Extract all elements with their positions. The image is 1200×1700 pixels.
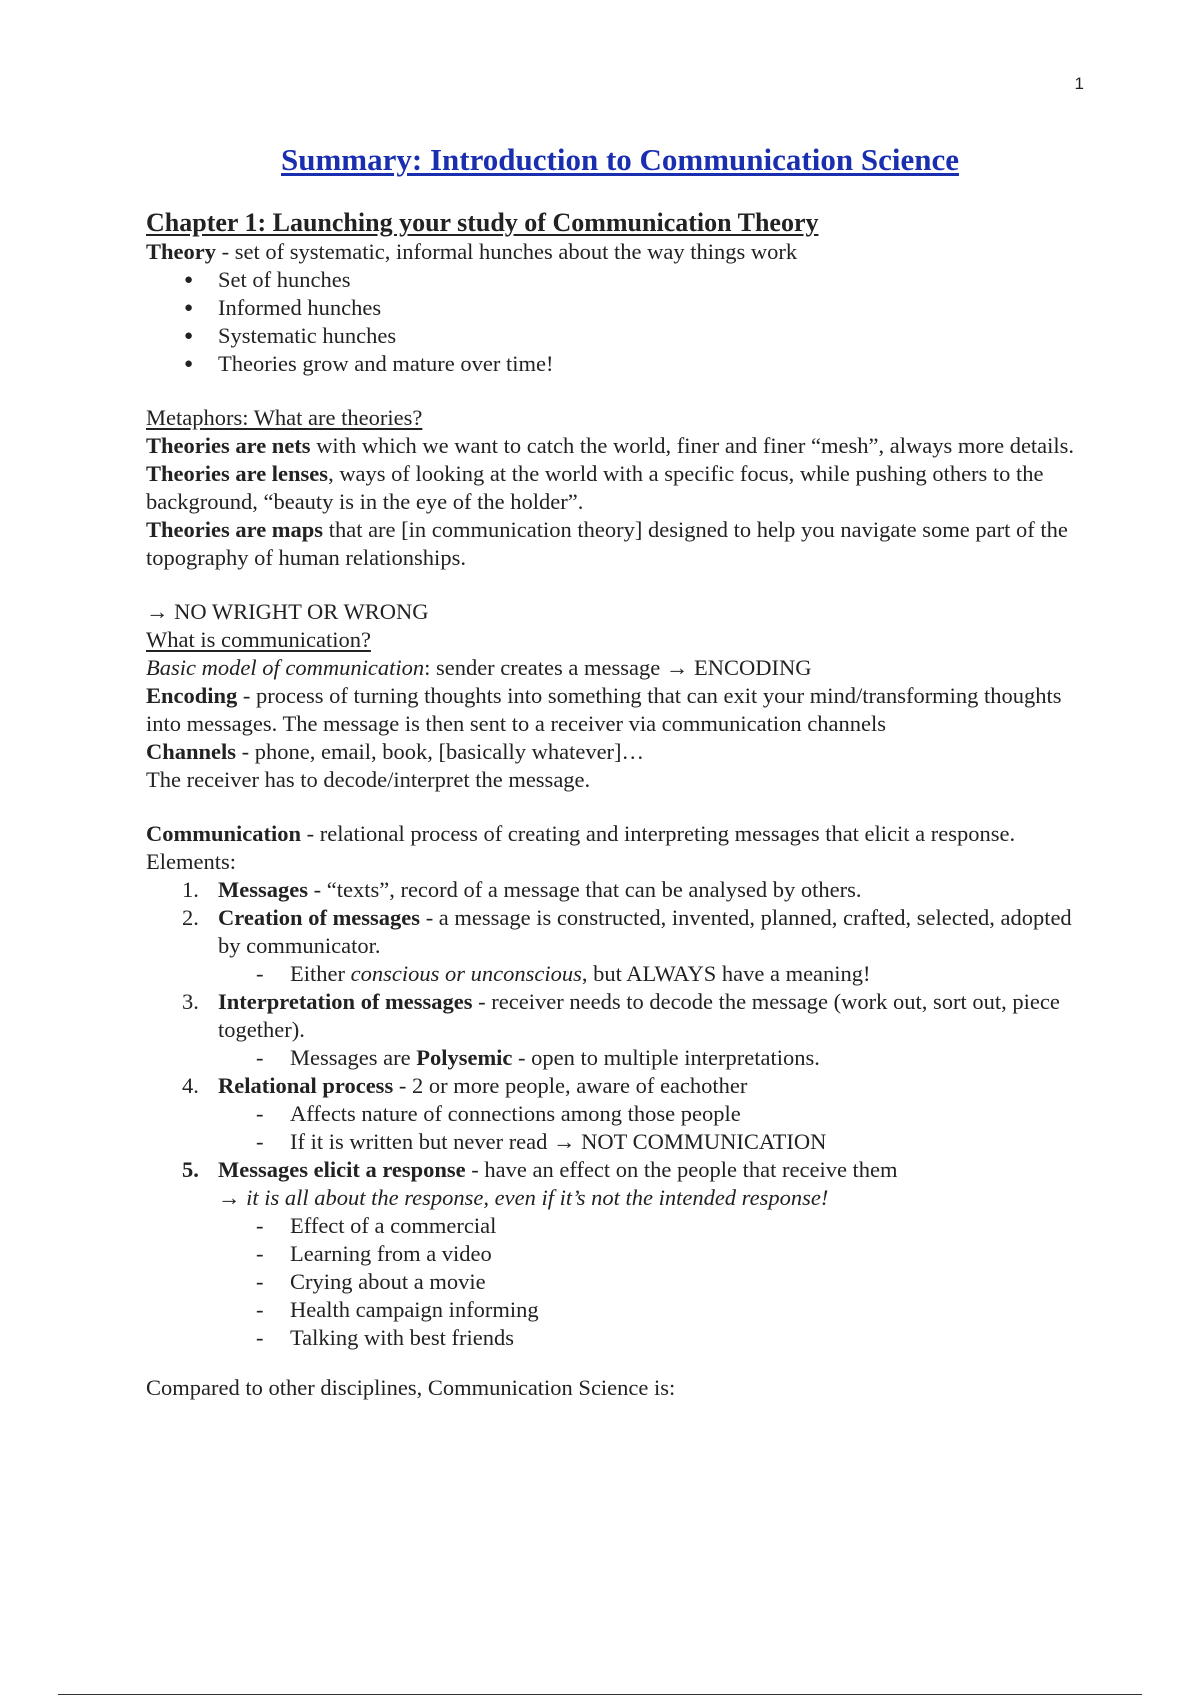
list-item: ● Theories grow and mature over time! (146, 350, 1092, 378)
sub-item: - Learning from a video (218, 1240, 1092, 1268)
element-term: Interpretation of messages (218, 989, 473, 1014)
spacer (146, 378, 1092, 404)
item-number: 1. (182, 877, 199, 902)
item-number: 5. (182, 1157, 199, 1182)
element-term: Messages (218, 877, 308, 902)
elements-list (146, 876, 1092, 1352)
basic-model (146, 654, 1092, 682)
element-term: Relational process (218, 1073, 394, 1098)
list-item: ● Set of hunches (146, 266, 1092, 294)
sub-item (218, 960, 1092, 988)
element-item (146, 904, 1092, 960)
theory-term: Theory (146, 239, 216, 264)
lenses-term: Theories are lenses (146, 461, 329, 486)
sub-item: - Health campaign informing (218, 1296, 1092, 1324)
sub-italic: conscious or unconscious (350, 961, 582, 986)
element-item (146, 988, 1092, 1044)
no-wright-note: → NO WRIGHT OR WRONG (146, 599, 429, 624)
sub-bold: Polysemic (416, 1045, 513, 1070)
spacer (146, 794, 1092, 820)
sub-item: - Talking with best friends (218, 1324, 1092, 1352)
element-item (146, 1156, 1092, 1184)
element-term: Creation of messages (218, 905, 421, 930)
element-term: Messages elicit a response (218, 1157, 466, 1182)
chapter-heading: Chapter 1: Launching your study of Communication Theory (146, 208, 819, 237)
element-text: - have an effect on the people that receive them (465, 1157, 898, 1182)
theory-bullet-list (146, 266, 1092, 378)
sub-list (146, 960, 1092, 988)
sub-item (218, 1044, 1092, 1072)
encoding-definition (146, 682, 1092, 738)
sub-list (146, 1212, 1092, 1352)
elements-label: Elements: (146, 849, 236, 874)
sub-list (146, 1100, 1092, 1156)
nets-term: Theories are nets (146, 433, 311, 458)
sub-text: Messages are (290, 1045, 417, 1070)
what-is-communication-heading: What is communication? (146, 627, 371, 652)
document-title: Summary: Introduction to Communication Science (281, 142, 959, 177)
channels-text: - phone, email, book, [basically whatever]… (236, 739, 645, 764)
communication-term: Communication (146, 821, 302, 846)
channels-definition (146, 738, 1092, 766)
item-number: 4. (182, 1073, 199, 1098)
element-text: - receiver needs to decode the message (work out, sort out, piece together). (218, 989, 1060, 1042)
theory-text: - set of systematic, informal hunches about the way things work (216, 239, 798, 264)
sub-item: - Affects nature of connections among those people (218, 1100, 1092, 1128)
basic-model-term: Basic model of communication (146, 655, 425, 680)
response-italic: it is all about the response, even if it’s not the intended response! (246, 1185, 829, 1210)
list-item: ● Informed hunches (146, 294, 1092, 322)
metaphors-heading: Metaphors: What are theories? (146, 405, 423, 430)
channels-term: Channels (146, 739, 237, 764)
maps-text: that are [in communication theory] designed to help you navigate some part of the topography of human relationships. (146, 517, 1068, 570)
list-item: ● Systematic hunches (146, 322, 1092, 350)
communication-text: - relational process of creating and interpreting messages that elicit a response. (301, 821, 1016, 846)
encoding-term: Encoding (146, 683, 238, 708)
nets-text: with which we want to catch the world, finer and finer “mesh”, always more details. (310, 433, 1075, 458)
bottom-divider (58, 1694, 1142, 1695)
sub-item: - If it is written but never read → NOT COMMUNICATION (218, 1128, 1092, 1156)
theory-definition (146, 238, 1092, 266)
element-text: - a message is constructed, invented, planned, crafted, selected, adopted by communicator. (218, 905, 1072, 958)
spacer (146, 572, 1092, 598)
sub-list (146, 1044, 1092, 1072)
sub-item: - Effect of a commercial (218, 1212, 1092, 1240)
element-item (146, 1072, 1092, 1100)
sub-text: - open to multiple interpretations. (512, 1045, 820, 1070)
metaphor-lenses (146, 460, 1092, 516)
item-number: 2. (182, 905, 199, 930)
compared-text: Compared to other disciplines, Communication Science is: (146, 1375, 676, 1400)
element-text: - 2 or more people, aware of eachother (393, 1073, 748, 1098)
element-item (146, 876, 1092, 904)
sub-text: , but ALWAYS have a meaning! (581, 961, 871, 986)
lenses-text: , ways of looking at the world with a specific focus, while pushing others to the background, “beauty is in the eye of the holder”. (146, 461, 1044, 514)
sub-item: - Crying about a movie (218, 1268, 1092, 1296)
spacer (146, 1352, 1092, 1374)
element-text: - “texts”, record of a message that can be analysed by others. (307, 877, 862, 902)
basic-model-text: : sender creates a message → ENCODING (424, 655, 812, 680)
communication-definition (146, 820, 1092, 848)
item-number: 3. (182, 989, 199, 1014)
arrow: → (218, 1185, 247, 1210)
metaphor-maps (146, 516, 1092, 572)
sub-text: Either (290, 961, 351, 986)
metaphor-nets (146, 432, 1092, 460)
encoding-text: - process of turning thoughts into something that can exit your mind/transforming thoughts into messages. The message is then sent to a receiver via communication channels (146, 683, 1062, 736)
receiver-text: The receiver has to decode/interpret the message. (146, 767, 591, 792)
maps-term: Theories are maps (146, 517, 324, 542)
page-number: 1 (1074, 74, 1084, 93)
document-body (146, 208, 1092, 1402)
response-note (146, 1184, 1092, 1212)
